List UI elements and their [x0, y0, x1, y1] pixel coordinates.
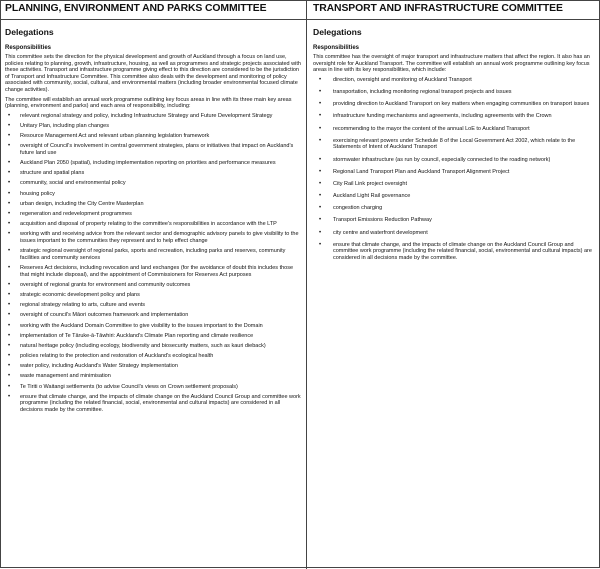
transport-committee-column: [307, 1, 600, 569]
responsibility-item: • providing direction to Auckland Transport on key matters when engaging communities on transport issues: [313, 101, 595, 108]
responsibility-item: • working with and receiving advice from the relevant sector and demographic advisory panels to give visibility to the issues important to the communities they represent and to help effect change: [5, 231, 302, 244]
responsibility-item: • ensure that climate change, and the impacts of climate change on the Auckland Council Group and committee work programme (including the related financial, social, environmental and cultural impacts) are considered in all decisions made by the committee.: [5, 394, 302, 414]
responsibility-item: • Auckland Plan 2050 (spatial), including implementation reporting on priorities and performance measures: [5, 160, 302, 167]
delegations-heading: Delegations: [313, 27, 362, 37]
responsibility-item: • recommending to the mayor the content of the annual LoE to Auckland Transport: [313, 126, 595, 133]
responsibility-item: • natural heritage policy (including ecology, biodiversity and biosecurity matters, such as kauri dieback): [5, 343, 302, 350]
responsibility-item: • waste management and minimisation: [5, 373, 302, 380]
responsibility-item: • working with the Auckland Domain Committee to give visibility to the issues important to the Domain: [5, 323, 302, 330]
responsibility-item: • Resource Management Act and relevant urban planning legislation framework: [5, 133, 302, 140]
responsibility-item: • Transport Emissions Reduction Pathway: [313, 217, 595, 224]
responsibility-item: • oversight of Council's involvement in central government strategies, plans or initiatives that impact on Auckland's future land use: [5, 143, 302, 156]
responsibility-item: • direction, oversight and monitoring of Auckland Transport: [313, 77, 595, 84]
responsibility-item: • City Rail Link project oversight: [313, 181, 595, 188]
responsibility-item: • water policy, including Auckland's Water Strategy implementation: [5, 363, 302, 370]
responsibility-item: • Auckland Light Rail governance: [313, 193, 595, 200]
planning-committee-title: PLANNING, ENVIRONMENT AND PARKS COMMITTEE: [1, 3, 306, 20]
responsibility-item: • city centre and waterfront development: [313, 230, 595, 237]
responsibility-item: • exercising relevant powers under Schedule 8 of the Local Government Act 2002, which relate to the Statements of Intent of Auckland Transport: [313, 138, 595, 151]
responsibility-item: • Regional Land Transport Plan and Auckland Transport Alignment Project: [313, 169, 595, 176]
planning-committee-column: [1, 1, 307, 569]
responsibility-item: • strategic regional oversight of regional parks, sports and recreation, including parks and reserves, community facilities and community services: [5, 248, 302, 261]
responsibility-item: • stormwater infrastructure (as run by council, especially connected to the roading network): [313, 157, 595, 164]
responsibility-item: • infrastructure funding mechanisms and agreements, including agreements with the Crown: [313, 113, 595, 120]
responsibility-list: [5, 113, 302, 414]
responsibilities-heading: Responsibilities: [5, 45, 52, 51]
delegations-heading: Delegations: [5, 27, 54, 37]
transport-committee-title: TRANSPORT AND INFRASTRUCTURE COMMITTEE: [307, 3, 600, 20]
responsibility-item: • structure and spatial plans: [5, 170, 302, 177]
intro-paragraph: This committee sets the direction for the physical development and growth of Auckland through a focus on land use, policies relating to planning, growth, infrastructure, housing, as well as programmes and strategic projects associated with these activities. Transport and infrastructure programme giving effect to this direction are considered to be the jurisdiction of Transport and Infrastructure Committee. This committee also deals with the development and monitoring of policy associated with community, social, cultural, and environmental matters (including broader environmental focused climate change activities).: [5, 54, 301, 93]
responsibility-item: • urban design, including the City Centre Masterplan: [5, 201, 302, 208]
responsibility-item: • Unitary Plan, including plan changes: [5, 123, 302, 130]
responsibility-item: • oversight of regional grants for environment and community outcomes: [5, 282, 302, 289]
responsibility-item: • community, social and environmental policy: [5, 180, 302, 187]
responsibility-item: • ensure that climate change, and the impacts of climate change on the Auckland Council Group and committee work programme (including the related financial, social, environmental and cultural impacts) are considered in all decisions made by the committee.: [313, 242, 595, 262]
responsibility-item: • Reserves Act decisions, including revocation and land exchanges (for the avoidance of doubt this includes those that might include disposal), and the appointment of Commissioners for Reserves Act purposes: [5, 265, 302, 278]
responsibility-item: • transportation, including monitoring regional transport projects and issues: [313, 89, 595, 96]
responsibility-item: • relevant regional strategy and policy, including Infrastructure Strategy and Future Development Strategy: [5, 113, 302, 120]
responsibility-item: • regeneration and redevelopment programmes: [5, 211, 302, 218]
intro-paragraph: This committee has the oversight of major transport and infrastructure matters that affect the region. It also has an oversight role for Auckland Transport. The committee will establish an annual work programme outlining key focus areas in line with its key responsibilities, which include:: [313, 54, 590, 74]
responsibility-item: • policies relating to the protection and restoration of Auckland's ecological health: [5, 353, 302, 360]
work-programme-paragraph: The committee will establish an annual work programme outlining key focus areas in line with its three main key areas (planning, environment and parks) and each area of responsibility, including:: [5, 96, 292, 110]
responsibility-item: • Te Tiriti o Waitangi settlements (to advise Council's views on Crown settlement proposals): [5, 384, 302, 391]
responsibilities-heading: Responsibilities: [313, 45, 360, 51]
responsibility-item: • implementation of Te Tāruke-ā-Tāwhiri: Auckland's Climate Plan reporting and climate resilience: [5, 333, 302, 340]
responsibility-item: • regional strategy relating to arts, culture and events: [5, 302, 302, 309]
responsibility-item: • oversight of council's Māori outcomes framework and implementation: [5, 312, 302, 319]
responsibility-list: [313, 77, 595, 262]
responsibility-item: • acquisition and disposal of property relating to the committee's responsibilities in accordance with the LTP: [5, 221, 302, 228]
responsibility-item: • strategic economic development policy and plans: [5, 292, 302, 299]
responsibility-item: • housing policy: [5, 191, 302, 198]
responsibility-item: • congestion charging: [313, 205, 595, 212]
